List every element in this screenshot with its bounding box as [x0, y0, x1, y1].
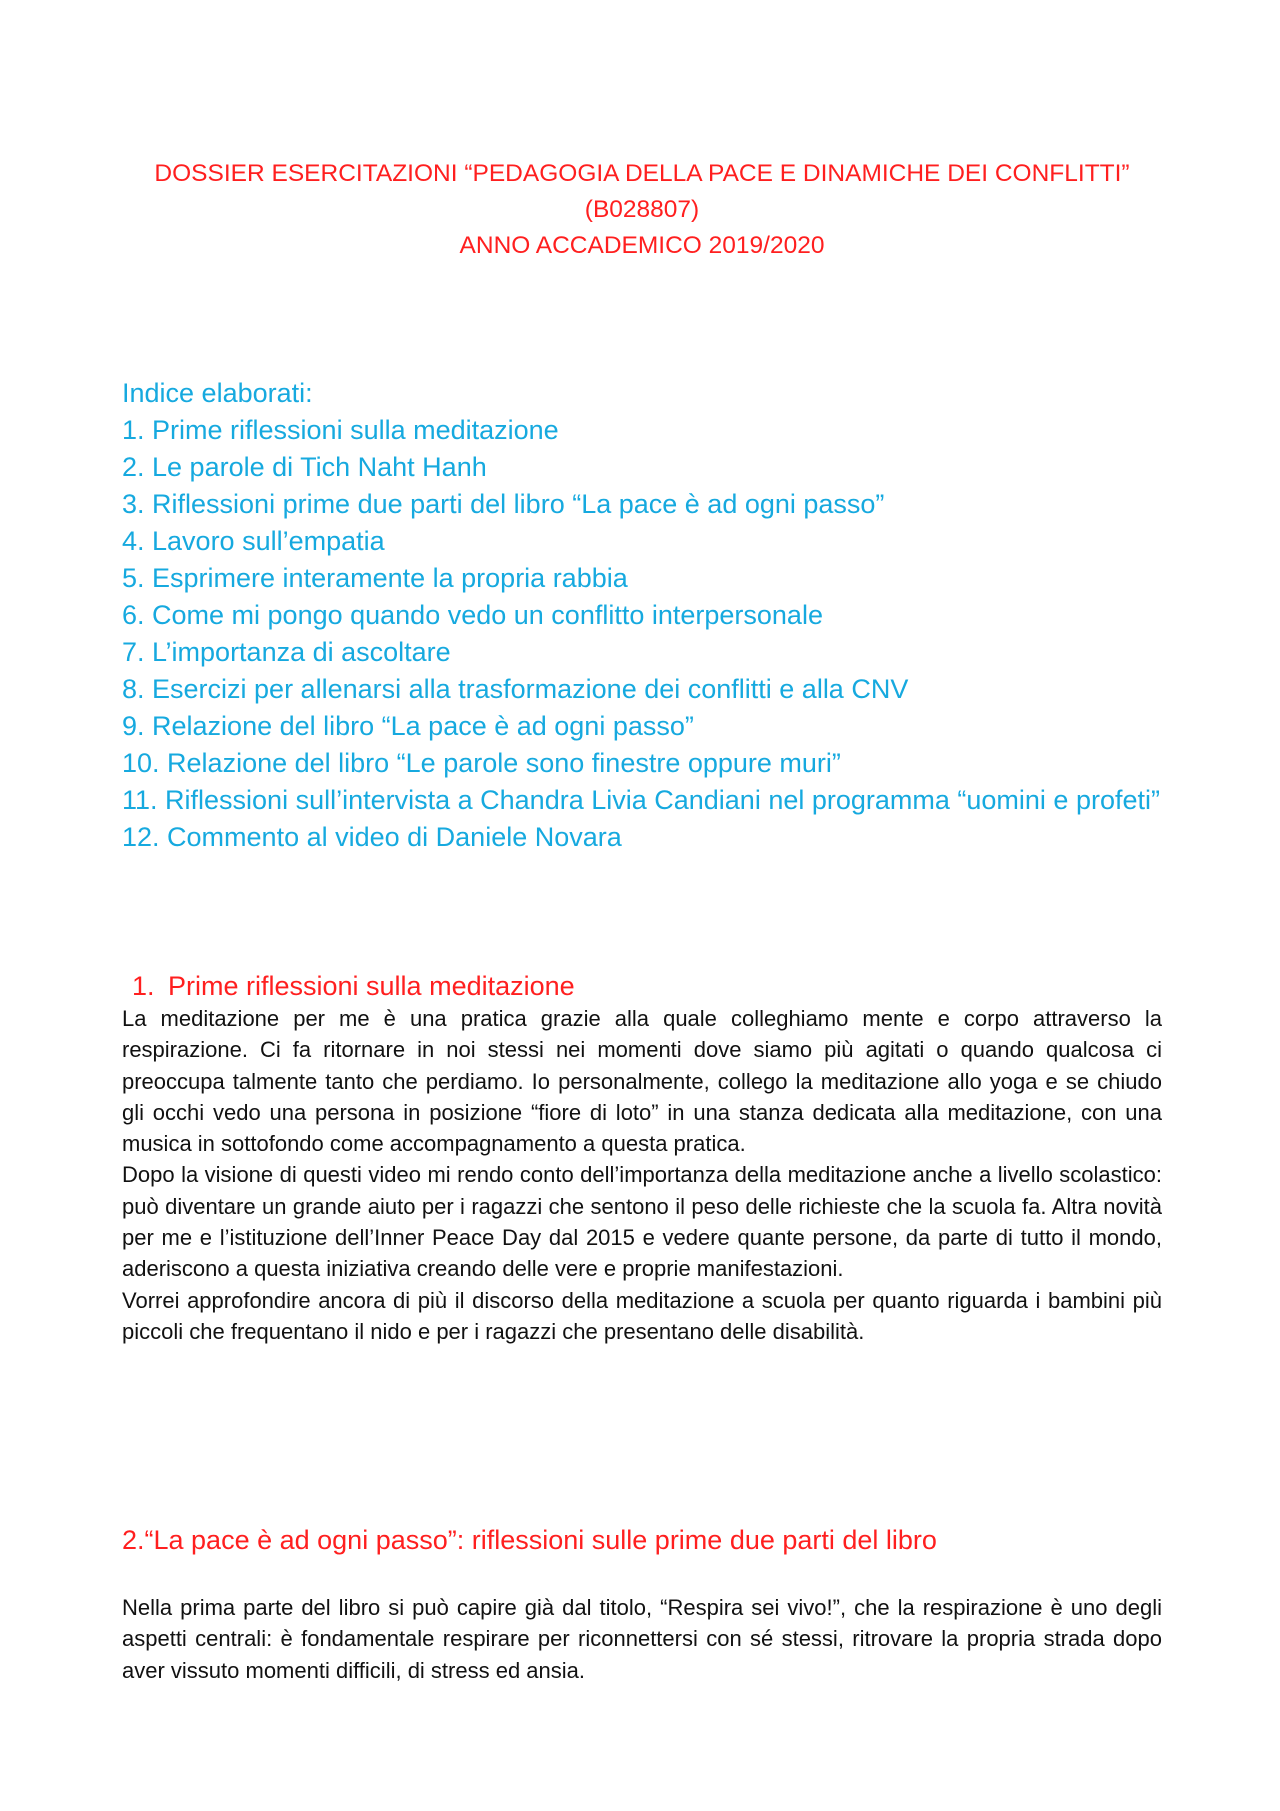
section-1-body — [122, 1003, 1162, 1347]
section-2-body — [122, 1592, 1162, 1686]
toc-item: 8. Esercizi per allenarsi alla trasformazione dei conflitti e alla CNV — [122, 674, 909, 704]
paragraph: Nella prima parte del libro si può capire già dal titolo, “Respira sei vivo!”, che la respirazione è uno degli aspetti centrali: è fondamentale respirare per riconnettersi con sé stessi, ritrovare la propria strada dopo aver vissuto momenti difficili, di stress ed ansia. — [122, 1595, 1162, 1683]
toc-item: 7. L’importanza di ascoltare — [122, 637, 451, 667]
title-line-2: (B028807) — [584, 196, 700, 223]
toc-item: 2. Le parole di Tich Naht Hanh — [122, 452, 487, 482]
toc-item: 9. Relazione del libro “La pace è ad ogni passo” — [122, 711, 694, 741]
toc-heading: Indice elaborati: — [122, 378, 313, 408]
toc-item: 6. Come mi pongo quando vedo un conflitto interpersonale — [122, 600, 823, 630]
toc-item: 1. Prime riflessioni sulla meditazione — [122, 415, 559, 445]
table-of-contents — [122, 375, 1162, 856]
section-2-heading: 2.“La pace è ad ogni passo”: riflessioni sulle prime due parti del libro — [122, 1525, 937, 1555]
paragraph: Vorrei approfondire ancora di più il discorso della meditazione a scuola per quanto riguarda i bambini più piccoli che frequentano il nido e per i ragazzi che presentano delle disabilità. — [122, 1287, 1162, 1344]
toc-item: 4. Lavoro sull’empatia — [122, 526, 385, 556]
toc-item: 11. Riflessioni sull’intervista a Chandra Livia Candiani nel programma “uomini e profeti” — [122, 785, 1160, 815]
toc-item: 12. Commento al video di Daniele Novara — [122, 822, 622, 852]
section-1-title: Prime riflessioni sulla meditazione — [168, 971, 575, 1001]
paragraph: La meditazione per me è una pratica grazie alla quale colleghiamo mente e corpo attraverso la respirazione. Ci fa ritornare in noi stessi nei momenti dove siamo più agitati o quando qualcosa ci preoccupa talmente tanto che perdiamo. Io personalmente, collego la meditazione allo yoga e se chiudo gli occhi vedo una persona in posizione “fiore di loto” in una stanza dedicata alla meditazione, con una musica in sottofondo come accompagnamento a questa pratica. — [122, 1006, 1162, 1157]
title-line-1: DOSSIER ESERCITAZIONI “PEDAGOGIA DELLA PACE E DINAMICHE DEI CONFLITTI” — [154, 160, 1130, 187]
section-1-number: 1. — [132, 971, 155, 1001]
section-1-heading — [132, 968, 575, 1004]
title-line-3: ANNO ACCADEMICO 2019/2020 — [459, 232, 825, 259]
paragraph: Dopo la visione di questi video mi rendo conto dell’importanza della meditazione anche a livello scolastico: può diventare un grande aiuto per i ragazzi che sentono il peso delle richieste che la scuola fa. Altra novità per me e l’istituzione dell’Inner Peace Day dal 2015 e vedere quante persone, da parte di tutto il mondo, aderiscono a questa iniziativa creando delle vere e proprie manifestazioni. — [122, 1162, 1162, 1282]
toc-item: 3. Riflessioni prime due parti del libro “La pace è ad ogni passo” — [122, 489, 885, 519]
toc-item: 5. Esprimere interamente la propria rabbia — [122, 563, 628, 593]
toc-item: 10. Relazione del libro “Le parole sono finestre oppure muri” — [122, 748, 841, 778]
document-title — [122, 156, 1162, 264]
